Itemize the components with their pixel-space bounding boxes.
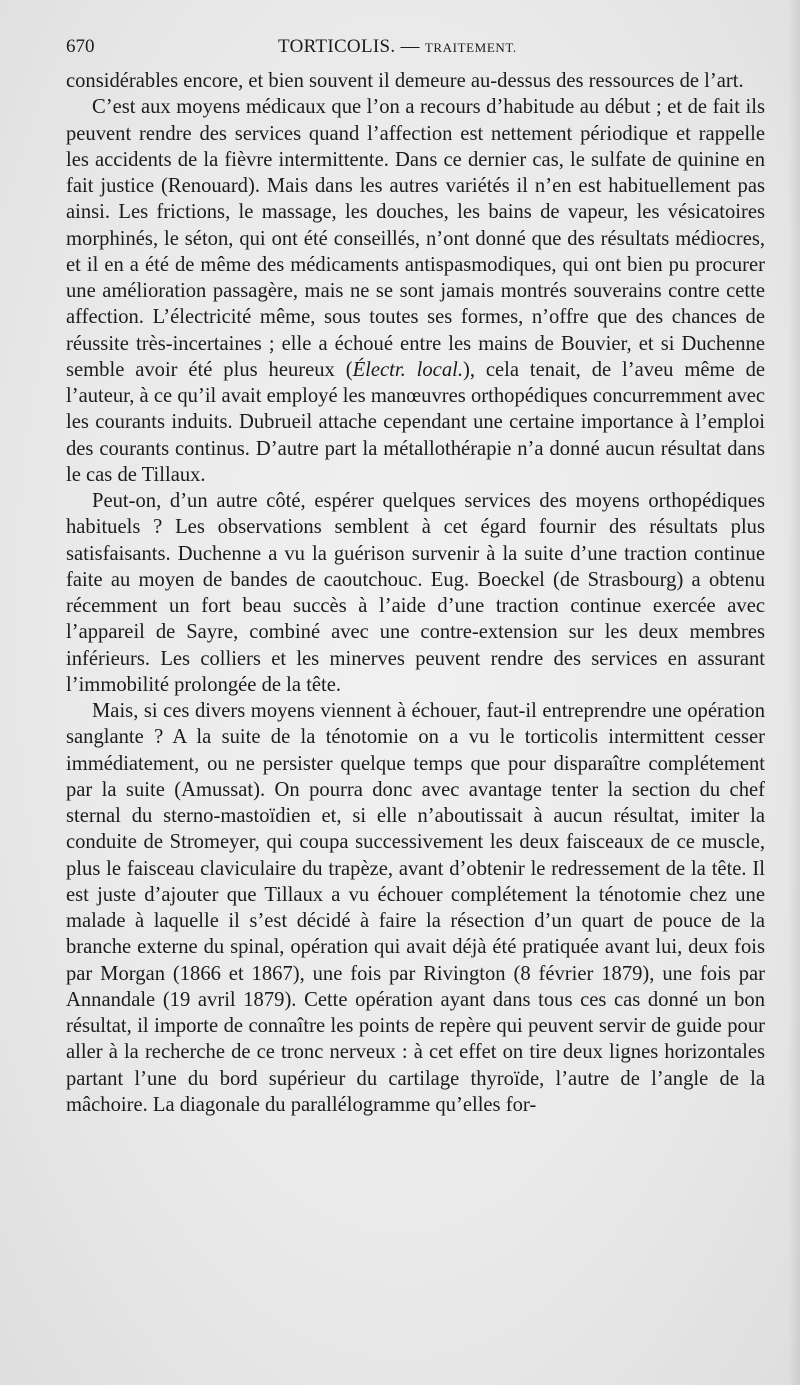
title-separator: — xyxy=(400,36,420,57)
paragraph-surgical-operation: Mais, si ces divers moyens viennent à échouer, faut-il entreprendre une opération sanglante ? A la suite de la ténotomie on a vu le torticolis intermittent cesser immédiatement, ou ne persister quelque temps que pour disparaître complétement par la suite (Amussat). On pourra donc avec avantage tenter la section du chef sternal du sterno-mastoïdien et, si elle n’aboutissait à aucun résultat, imiter la conduite de Stromeyer, qui coupa successivement les deux faisceaux de ce muscle, plus le faisceau claviculaire du trapèze, avant d’obtenir le redressement de la tête. Il est juste d’ajouter que Tillaux a vu échouer complétement la ténotomie chez une malade à laquelle il s’est décidé à faire la résection d’un quart de pouce de la branche externe du spinal, opération qui avait déjà été pratiquée avant lui, deux fois par Morgan (1866 et 1867), une fois par Rivington (8 février 1879), une fois par Annandale (19 avril 1879). Cette opération ayant dans tous ces cas donné un bon résultat, il importe de connaître les points de repère qui peuvent servir de guide pour aller à la recherche de ce tronc nerveux : à cet effet on tire deux lignes horizontales partant l’une du bord supérieur du cartilage thyroïde, l’autre de l’angle de la mâchoire. La diagonale du parallélogramme qu’elles for- xyxy=(66,700,765,1116)
paragraph-text-after-citation: ), cela tenait, de l’aveu même de l’auteur, à ce qu’il avait employé les manœuvres orthopédiques concurremment avec les courants induits. Dubrueil attache cependant une certaine importance à l’emploi des courants continus. D’autre part la métallothérapie n’a donné aucun résultat dans le cas de Tillaux. xyxy=(66,358,765,486)
paragraph-continued: considérables encore, et bien souvent il demeure au-dessus des ressources de l’art. xyxy=(66,70,744,92)
running-title xyxy=(278,30,517,65)
paragraph-text-before-citation: C’est aux moyens médicaux que l’on a recours d’habitude au début ; et de fait ils peuvent rendre des services quand l’affection est nettement périodique et rappelle les accidents de la fièvre intermittente. Dans ce dernier cas, le sulfate de quinine en fait justice (Renouard). Mais dans les autres variétés il n’en est habituellement pas ainsi. Les frictions, le massage, les douches, les bains de vapeur, les vésicatoires morphinés, le séton, qui ont été conseillés, n’ont donné que des résultats médiocres, et il en a été de même des médicaments antispasmodiques, qui ont bien pu procurer une amélioration passagère, mais ne se sont jamais montrés souverains contre cette affection. L’électricité même, sous toutes ses formes, n’offre que des chances de réussite très-incertaines ; elle a échoué entre les mains de Bouvier, et si Duchenne semble avoir été plus heureux ( xyxy=(66,96,765,381)
running-head xyxy=(66,30,765,64)
body-text xyxy=(66,68,765,1118)
section-title: TRAITEMENT. xyxy=(424,40,517,55)
paragraph-orthopedic-means: Peut-on, d’un autre côté, espérer quelques services des moyens orthopédiques habituels ? Les observations semblent à cet égard fournir des résultats plus satisfaisants. Duchenne a vu la guérison survenir à la suite d’une traction continue faite au moyen de bandes de caoutchouc. Eug. Boeckel (de Strasbourg) a obtenu récemment un fort beau succès à l’aide d’une traction continue exercée avec l’appareil de Sayre, combiné avec une contre-extension sur les deux membres inférieurs. Les colliers et les minerves peuvent rendre des services en assurant l’immobilité prolongée de la tête. xyxy=(66,490,765,696)
chapter-title: TORTICOLIS. xyxy=(278,36,396,57)
page-number: 670 xyxy=(66,36,95,57)
citation-italic: Électr. local. xyxy=(352,358,463,381)
paragraph-medical-means xyxy=(66,94,765,488)
